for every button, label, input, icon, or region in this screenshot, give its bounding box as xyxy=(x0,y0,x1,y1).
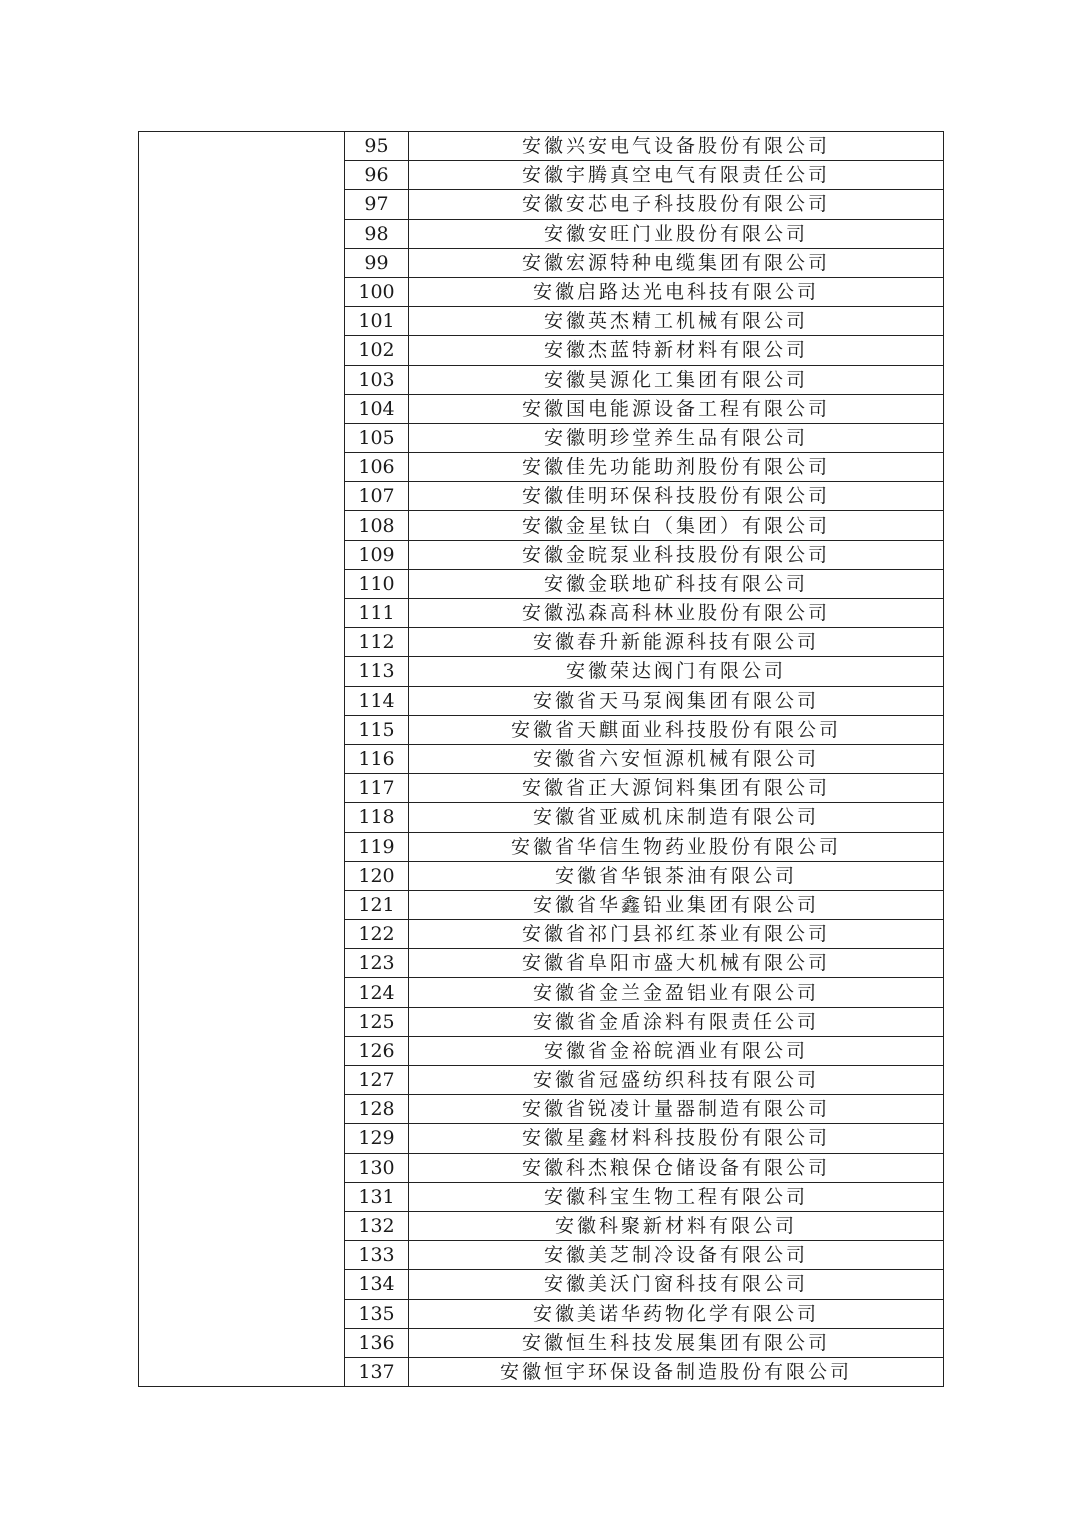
row-number: 96 xyxy=(345,161,409,190)
company-name: 安徽省金盾涂料有限责任公司 xyxy=(409,1007,944,1036)
company-name: 安徽省亚威机床制造有限公司 xyxy=(409,803,944,832)
row-number: 108 xyxy=(345,511,409,540)
company-name: 安徽安芯电子科技股份有限公司 xyxy=(409,190,944,219)
row-number: 117 xyxy=(345,774,409,803)
row-number: 125 xyxy=(345,1007,409,1036)
row-number: 132 xyxy=(345,1211,409,1240)
company-name: 安徽省天马泵阀集团有限公司 xyxy=(409,686,944,715)
company-name: 安徽宏源特种电缆集团有限公司 xyxy=(409,248,944,277)
company-name: 安徽省祁门县祁红茶业有限公司 xyxy=(409,920,944,949)
row-number: 120 xyxy=(345,861,409,890)
row-number: 130 xyxy=(345,1153,409,1182)
row-number: 110 xyxy=(345,569,409,598)
company-name: 安徽恒宇环保设备制造股份有限公司 xyxy=(409,1357,944,1386)
row-number: 129 xyxy=(345,1124,409,1153)
row-number: 135 xyxy=(345,1299,409,1328)
company-name: 安徽美沃门窗科技有限公司 xyxy=(409,1270,944,1299)
company-name: 安徽省华银茶油有限公司 xyxy=(409,861,944,890)
row-number: 100 xyxy=(345,277,409,306)
row-number: 137 xyxy=(345,1357,409,1386)
company-name: 安徽兴安电气设备股份有限公司 xyxy=(409,132,944,161)
company-name: 安徽科宝生物工程有限公司 xyxy=(409,1182,944,1211)
company-name: 安徽星鑫材料科技股份有限公司 xyxy=(409,1124,944,1153)
row-number: 122 xyxy=(345,920,409,949)
row-number: 107 xyxy=(345,482,409,511)
company-name: 安徽金星钛白（集团）有限公司 xyxy=(409,511,944,540)
company-name: 安徽科杰粮保仓储设备有限公司 xyxy=(409,1153,944,1182)
company-name: 安徽佳先功能助剂股份有限公司 xyxy=(409,453,944,482)
row-number: 114 xyxy=(345,686,409,715)
company-name: 安徽省阜阳市盛大机械有限公司 xyxy=(409,949,944,978)
row-number: 111 xyxy=(345,599,409,628)
company-name: 安徽宇腾真空电气有限责任公司 xyxy=(409,161,944,190)
row-number: 97 xyxy=(345,190,409,219)
row-number: 101 xyxy=(345,307,409,336)
row-number: 103 xyxy=(345,365,409,394)
category-cell xyxy=(139,132,345,1387)
row-number: 136 xyxy=(345,1328,409,1357)
row-number: 128 xyxy=(345,1095,409,1124)
company-name: 安徽杰蓝特新材料有限公司 xyxy=(409,336,944,365)
row-number: 104 xyxy=(345,394,409,423)
company-list-body xyxy=(139,132,944,1387)
row-number: 106 xyxy=(345,453,409,482)
company-name: 安徽泓森高科林业股份有限公司 xyxy=(409,599,944,628)
company-name: 安徽春升新能源科技有限公司 xyxy=(409,628,944,657)
company-name: 安徽安旺门业股份有限公司 xyxy=(409,219,944,248)
row-number: 121 xyxy=(345,890,409,919)
company-name: 安徽金晥泵业科技股份有限公司 xyxy=(409,540,944,569)
row-number: 133 xyxy=(345,1241,409,1270)
company-name: 安徽省天麒面业科技股份有限公司 xyxy=(409,715,944,744)
row-number: 123 xyxy=(345,949,409,978)
row-number: 127 xyxy=(345,1066,409,1095)
row-number: 116 xyxy=(345,744,409,773)
row-number: 119 xyxy=(345,832,409,861)
company-name: 安徽省锐凌计量器制造有限公司 xyxy=(409,1095,944,1124)
row-number: 118 xyxy=(345,803,409,832)
company-name: 安徽恒生科技发展集团有限公司 xyxy=(409,1328,944,1357)
row-number: 109 xyxy=(345,540,409,569)
row-number: 95 xyxy=(345,132,409,161)
row-number: 112 xyxy=(345,628,409,657)
row-number: 98 xyxy=(345,219,409,248)
company-name: 安徽英杰精工机械有限公司 xyxy=(409,307,944,336)
company-name: 安徽美芝制冷设备有限公司 xyxy=(409,1241,944,1270)
company-name: 安徽金联地矿科技有限公司 xyxy=(409,569,944,598)
company-name: 安徽佳明环保科技股份有限公司 xyxy=(409,482,944,511)
company-name: 安徽国电能源设备工程有限公司 xyxy=(409,394,944,423)
company-name: 安徽省华信生物药业股份有限公司 xyxy=(409,832,944,861)
row-number: 102 xyxy=(345,336,409,365)
company-list-table xyxy=(138,131,944,1387)
row-number: 115 xyxy=(345,715,409,744)
company-name: 安徽美诺华药物化学有限公司 xyxy=(409,1299,944,1328)
company-name: 安徽省冠盛纺织科技有限公司 xyxy=(409,1066,944,1095)
company-name: 安徽省金裕皖酒业有限公司 xyxy=(409,1036,944,1065)
row-number: 134 xyxy=(345,1270,409,1299)
company-name: 安徽明珍堂养生品有限公司 xyxy=(409,423,944,452)
row-number: 131 xyxy=(345,1182,409,1211)
company-name: 安徽省金兰金盈铝业有限公司 xyxy=(409,978,944,1007)
row-number: 105 xyxy=(345,423,409,452)
row-number: 99 xyxy=(345,248,409,277)
company-name: 安徽省六安恒源机械有限公司 xyxy=(409,744,944,773)
company-name: 安徽省正大源饲料集团有限公司 xyxy=(409,774,944,803)
row-number: 126 xyxy=(345,1036,409,1065)
company-name: 安徽启路达光电科技有限公司 xyxy=(409,277,944,306)
table-row xyxy=(139,132,944,161)
company-name: 安徽昊源化工集团有限公司 xyxy=(409,365,944,394)
company-name: 安徽荣达阀门有限公司 xyxy=(409,657,944,686)
company-name: 安徽科聚新材料有限公司 xyxy=(409,1211,944,1240)
row-number: 124 xyxy=(345,978,409,1007)
row-number: 113 xyxy=(345,657,409,686)
company-name: 安徽省华鑫铅业集团有限公司 xyxy=(409,890,944,919)
